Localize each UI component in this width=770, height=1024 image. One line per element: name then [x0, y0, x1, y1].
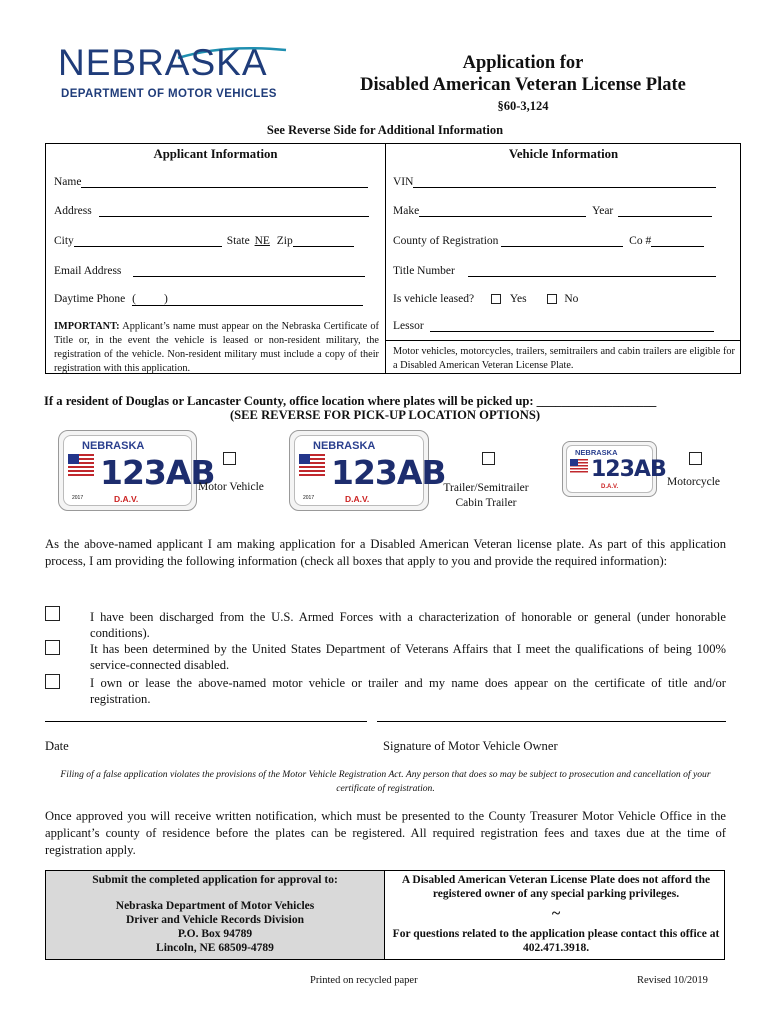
plate-state: NEBRASKA — [575, 448, 618, 457]
tilde-separator: ~ — [551, 905, 561, 922]
state-label: State — [226, 235, 250, 247]
revised-date: Revised 10/2019 — [637, 975, 708, 986]
plate-image-motorcycle — [562, 441, 666, 497]
logo-subtitle: DEPARTMENT OF MOTOR VEHICLES — [61, 88, 277, 100]
motorcycle-checkbox[interactable] — [689, 452, 702, 465]
name-field[interactable] — [54, 175, 368, 188]
date-label: Date — [45, 739, 69, 753]
city-state-zip-field[interactable] — [54, 234, 354, 247]
submit-address-line-2: Driver and Vehicle Records Division — [125, 914, 305, 926]
plate-dav: D.A.V. — [345, 494, 370, 504]
leased-field — [393, 293, 578, 305]
address-input-line[interactable] — [99, 204, 369, 217]
make-year-field[interactable] — [393, 204, 712, 217]
vin-field[interactable] — [393, 175, 716, 188]
important-text: Applicant’s name must appear on the Nebraska Certificate of Title or, in the event the vehicle is leased or non-resident military, the registration of the vehicle. Non-resident military must include a copy of their registration with this application. — [54, 321, 379, 374]
county-input-line[interactable] — [501, 234, 623, 247]
trailer-label-line1: Trailer/Semitrailer — [443, 482, 529, 494]
lessor-input-line[interactable] — [430, 319, 714, 332]
discharge-statement: I have been discharged from the U.S. Armed Forces with a characterization of honorable or general (under honorable conditions). — [90, 610, 726, 640]
statement-intro: As the above-named applicant I am making application for a Disabled American Veteran license plate. As part of this application process, I am providing the following information (check all boxes that apply to you and provide the required information): — [45, 537, 726, 568]
logo-wordmark: NEBRASKA — [58, 42, 268, 83]
notice-content — [392, 873, 720, 955]
name-label: Name — [54, 176, 82, 188]
ownership-statement: I own or lease the above-named motor vehicle or trailer and my name does appear on the certificate of title and/or registration. — [90, 676, 726, 706]
lessor-label: Lessor — [393, 320, 424, 332]
plate-state: NEBRASKA — [313, 440, 376, 452]
city-label: City — [54, 235, 74, 247]
va-disabled-statement: It has been determined by the United States Department of Veterans Affairs that I meet the qualifications of being 100% service-connected disabled. — [90, 642, 726, 672]
plate-number: 123AB — [331, 453, 446, 492]
form-title — [330, 53, 716, 116]
recycled-note: Printed on recycled paper — [310, 975, 418, 986]
state-value: NE — [254, 235, 270, 247]
email-input-line[interactable] — [133, 264, 365, 277]
motor-vehicle-checkbox[interactable] — [223, 452, 236, 465]
plate-image-motor-vehicle — [58, 430, 215, 511]
vehicle-divider — [386, 340, 741, 341]
phone-paren-close: ) — [163, 293, 168, 305]
submit-address-line-3: P.O. Box 94789 — [177, 928, 253, 940]
va-disabled-checkbox[interactable] — [45, 640, 60, 655]
city-input-line[interactable] — [74, 234, 222, 247]
false-application-warning: Filing of a false application violates the provisions of the Motor Vehicle Registration Act. Any person that does so may be subject to prosecution and cancellation of your certificate of registration. — [60, 769, 711, 794]
submit-address-line-1: Nebraska Department of Motor Vehicles — [115, 900, 315, 912]
phone-label: Daytime Phone — [54, 293, 126, 305]
address-label: Address — [54, 205, 92, 217]
parking-notice: A Disabled American Veteran License Plate does not afford the registered owner of any special parking privileges. — [401, 874, 711, 900]
make-input-line[interactable] — [419, 204, 586, 217]
phone-field[interactable] — [54, 293, 363, 306]
signature-line[interactable] — [377, 721, 726, 722]
flag-icon — [570, 459, 588, 474]
submit-content — [45, 873, 385, 955]
phone-area-code[interactable] — [132, 293, 171, 306]
year-label: Year — [592, 205, 614, 217]
title-line-2: Disabled American Veteran License Plate — [360, 75, 686, 95]
county-field[interactable] — [393, 234, 704, 247]
zip-label: Zip — [276, 235, 293, 247]
zip-input-line[interactable] — [293, 234, 354, 247]
phone-input-line[interactable] — [171, 293, 363, 306]
lessor-field[interactable] — [393, 319, 714, 332]
approval-notice: Once approved you will receive written notification, which must be presented to the County Treasurer Motor Vehicle Office in the applicant’s county of residence before the plates can be registered. All required registration fees and taxes due at the time of registration apply. — [45, 809, 726, 857]
vehicle-heading: Vehicle Information — [508, 147, 619, 161]
motorcycle-label: Motorcycle — [667, 476, 721, 488]
flag-icon — [299, 454, 325, 476]
leased-yes-checkbox[interactable] — [491, 294, 501, 304]
title-number-field[interactable] — [393, 264, 716, 277]
email-field[interactable] — [54, 264, 365, 277]
address-field[interactable] — [54, 204, 369, 217]
plate-year: 2017 — [72, 495, 84, 501]
make-label: Make — [393, 205, 420, 217]
date-line[interactable] — [45, 721, 367, 722]
contact-notice: For questions related to the application please contact this office at 402.471.3918. — [392, 928, 720, 954]
plate-number: 123AB — [100, 453, 215, 492]
trailer-label-line2: Cabin Trailer — [455, 497, 517, 509]
pickup-line[interactable]: If a resident of Douglas or Lancaster County, office location where plates will be picked up: ___________________ — [44, 394, 657, 408]
vehicle-eligibility-note: Motor vehicles, motorcycles, trailers, semitrailers and cabin trailers are eligible for a Disabled American Veteran License Plate. — [393, 346, 735, 371]
applicant-heading: Applicant Information — [153, 147, 278, 161]
trailer-checkbox[interactable] — [482, 452, 495, 465]
statute-ref: §60-3,124 — [497, 99, 549, 113]
submit-address-line-4: Lincoln, NE 68509-4789 — [156, 942, 274, 954]
year-input-line[interactable] — [618, 204, 712, 217]
signature-label: Signature of Motor Vehicle Owner — [383, 739, 558, 753]
flag-icon — [68, 454, 94, 476]
trailer-label — [430, 481, 542, 511]
email-label: Email Address — [54, 265, 122, 277]
leased-yes-label: Yes — [509, 293, 527, 305]
ownership-checkbox[interactable] — [45, 674, 60, 689]
co-number-input-line[interactable] — [651, 234, 704, 247]
title-number-input-line[interactable] — [468, 264, 716, 277]
vin-label: VIN — [393, 176, 414, 188]
leased-no-checkbox[interactable] — [547, 294, 557, 304]
submit-heading: Submit the completed application for approval to: — [92, 874, 338, 886]
county-label: County of Registration — [393, 235, 499, 247]
plate-image-trailer — [289, 430, 446, 511]
leased-no-label: No — [564, 293, 579, 305]
important-lead: IMPORTANT: — [54, 321, 120, 332]
motor-vehicle-label: Motor Vehicle — [198, 481, 264, 493]
plate-year: 2017 — [303, 495, 315, 501]
name-input-line[interactable] — [81, 175, 368, 188]
phone-paren-open: ( — [132, 293, 136, 305]
title-line-1: Application for — [462, 53, 584, 73]
plate-state: NEBRASKA — [82, 440, 145, 452]
plate-number: 123AB — [591, 457, 666, 482]
important-note — [54, 320, 379, 376]
pickup-see-reverse: (SEE REVERSE FOR PICK-UP LOCATION OPTIONS) — [229, 408, 541, 422]
leased-label: Is vehicle leased? — [393, 293, 475, 305]
vin-input-line[interactable] — [413, 175, 716, 188]
plate-dav: D.A.V. — [601, 484, 619, 490]
discharge-checkbox[interactable] — [45, 606, 60, 621]
co-number-label: Co # — [629, 235, 652, 247]
nebraska-dmv-logo — [58, 40, 298, 106]
title-number-label: Title Number — [393, 265, 455, 277]
plate-dav: D.A.V. — [114, 494, 139, 504]
see-reverse-note: See Reverse Side for Additional Information — [266, 123, 504, 137]
